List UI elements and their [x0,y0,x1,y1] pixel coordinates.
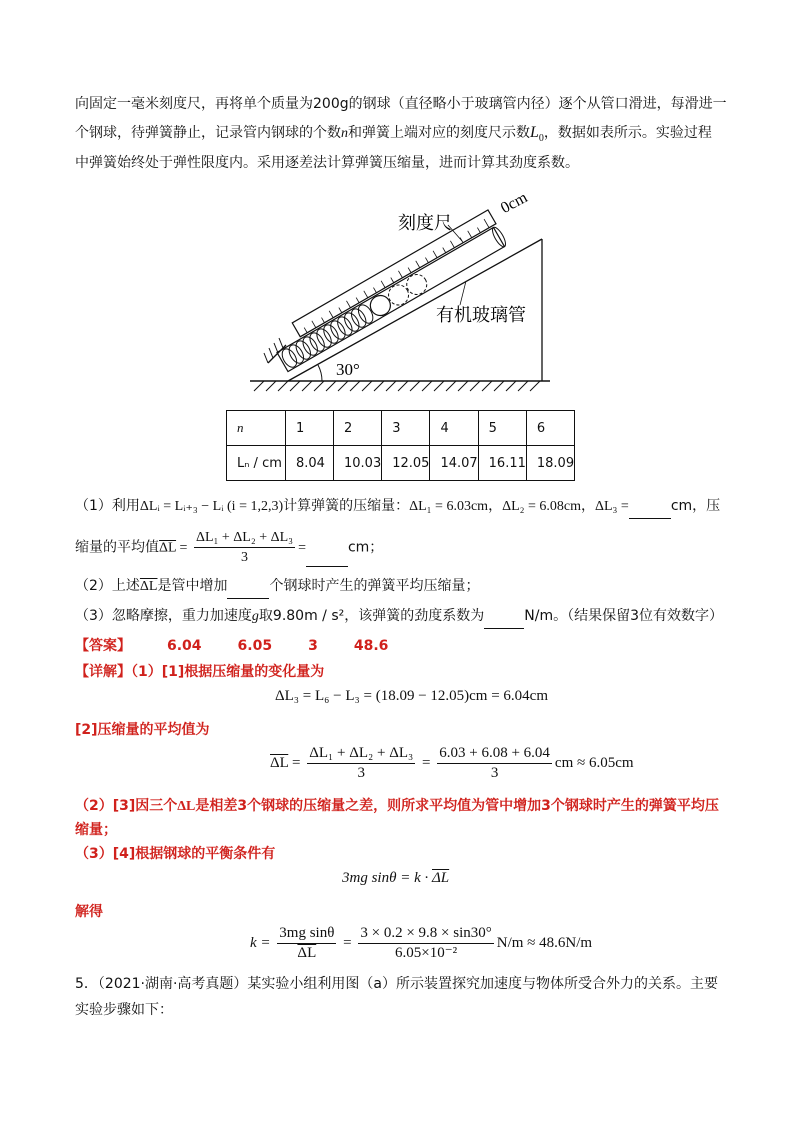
detail-line-5: （3）[4]根据钢球的平衡条件有 [75,846,276,862]
table-row [227,411,575,446]
angle-label: 30° [336,360,360,379]
question-2: （2）上述$\overline{\Delta L}$是管中增加 个钢球时产生的弹簧平均压缩量； [75,574,735,599]
tube-label: 有机玻璃管 [436,305,526,326]
n-cell: 4 [430,411,478,446]
equation-1: ΔL₃ = L₆ − L₃ = (18.09 − 12.05)cm = 6.04cm [275,688,549,704]
answer-blank-4[interactable] [484,610,524,629]
answer-label: 【答案】 [75,638,131,654]
zero-label: 0cm [498,189,531,217]
experiment-figure [250,185,570,400]
question-1-line-2: 缩量的平均值$\overline{\Delta L}$ = $\frac{\text{ΔL₁ + ΔL₂ + ΔL₃}}{3}$ = cm； [75,530,384,565]
equation-2: $\overline{\Delta L}$ = $\frac{\text{ΔL₁ + ΔL₂ + ΔL₃}}{3}$ = $\frac{6.03 + 6.08 + 6.04}{3}$ cm ≈ 6.05cm [270,745,634,781]
L-cell: 10.03 [334,446,382,481]
equation-4: k = $\frac{\text{3mg sinθ}}{\Delta L}$ = $\frac{3 \times 0.2 \times 9.8 \times \sin 30^\circ}{\text{6.05×10⁻²}}$ N/m ≈ 48.6N/m [250,925,593,961]
detail-line-6: 解得 [75,904,103,920]
answer-blank-3[interactable] [227,580,269,599]
detail-line-1: 【详解】（1）[1]根据压缩量的变化量为 [75,664,325,680]
answer-blank-2[interactable] [306,548,348,567]
n-cell: 5 [478,411,526,446]
question-3: （3）忽略摩擦，重力加速度g取9.80m / s²，该弹簧的劲度系数为 N/m。（结果保留3位有效数字） [75,604,735,629]
detail-line-4: 缩量； [75,822,117,838]
question-1-line-1: （1）利用ΔLᵢ = Lᵢ₊₃ − Lᵢ (i = 1,2,3)计算弹簧的压缩量：ΔL₁ = 6.03cm，ΔL₂ = 6.08cm，ΔL₃ = cm，压 [75,494,735,519]
answer-line: 【答案】 6.04 6.05 3 48.6 [75,638,389,654]
L-cell: 18.09 [526,446,574,481]
n-header: n [237,420,244,435]
L-cell: 14.07 [430,446,478,481]
L-header: Lₙ / cm [227,446,286,481]
n-cell: 1 [286,411,334,446]
ruler-label: 刻度尺 [398,213,452,234]
question-5-line-2: 实验步骤如下： [75,1002,173,1018]
n-cell: 3 [382,411,430,446]
detail-line-2: [2]压缩量的平均值为 [75,722,210,738]
var-L0: L [530,124,539,141]
var-n: n [341,126,348,141]
intro-line-1: 向固定一毫米刻度尺，再将单个质量为200g的钢球（直径略小于玻璃管内径）逐个从管口滑进，每滑进一 [75,96,727,112]
equation-3: 3mg $\sin\theta = k \cdot \overline{\Delta L}$ [342,870,450,886]
detail-line-3: （2）[3]因三个ΔL是相差3个钢球的压缩量之差，则所求平均值为管中增加3个钢球时产生的弹簧平均压 [75,798,719,814]
table-row [227,446,575,481]
n-cell: 6 [526,411,574,446]
L-cell: 8.04 [286,446,334,481]
question-5-line-1: 5．（2021·湖南·高考真题）某实验小组利用图（a）所示装置探究加速度与物体所受合外力的关系。主要 [75,976,719,992]
intro-line-3: 中弹簧始终处于弹性限度内。采用逐差法计算弹簧压缩量，进而计算其劲度系数。 [75,155,579,171]
answer-blank-1[interactable] [629,500,671,519]
L-cell: 12.05 [382,446,430,481]
detail-label: 【详解】 [75,664,131,680]
n-cell: 2 [334,411,382,446]
intro-line-2: 个钢球，待弹簧静止，记录管内钢球的个数n和弹簧上端对应的刻度尺示数$L_0$，数据如表所示。实验过程 [75,124,712,144]
L-cell: 16.11 [478,446,526,481]
data-table [226,410,575,481]
